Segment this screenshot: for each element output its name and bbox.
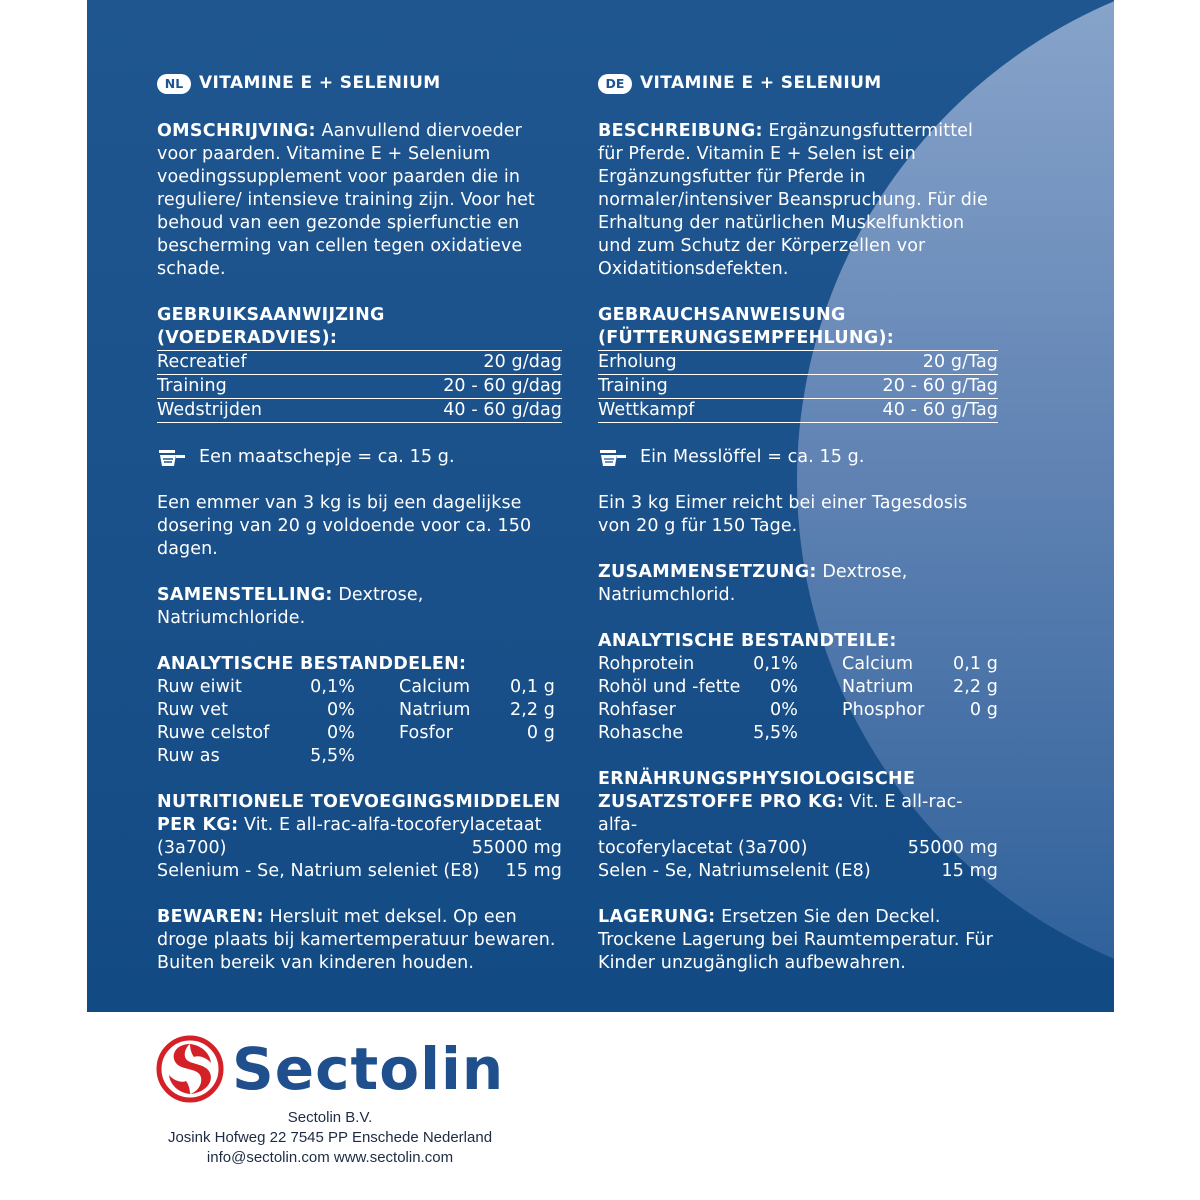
storage-text: Ersetzen Sie den Deckel. Trockene Lagerung bei Raumtemperatur. Für Kinder unzugänglich aufbewahren. — [598, 907, 993, 973]
table-row: Training 20 - 60 g/dag — [157, 375, 562, 399]
feeding-table-de — [598, 351, 998, 423]
scoop-icon — [598, 448, 628, 468]
table-row: Wedstrijden 40 - 60 g/dag — [157, 399, 562, 423]
analysis-table-nl — [157, 676, 555, 768]
description-de — [598, 120, 998, 281]
table-row: Rohprotein 0,1% Calcium 0,1 g — [598, 654, 998, 674]
product-title-de: VITAMINE E + SELENIUM — [640, 73, 882, 93]
header-nl — [157, 72, 562, 95]
storage-label: BEWAREN: — [157, 907, 264, 927]
additives-amount: 55000 mg — [471, 838, 562, 858]
analysis-title: ANALYTISCHE BESTANDTEILE: — [598, 631, 897, 651]
company-name: Sectolin B.V. — [287, 1109, 373, 1126]
additives-amount: 15 mg — [505, 861, 562, 881]
composition-label: SAMENSTELLING: — [157, 585, 333, 605]
storage-label: LAGERUNG: — [598, 907, 716, 927]
scoop-icon — [157, 448, 187, 468]
additives-line: tocoferylacetat (3a700) — [598, 838, 808, 858]
description-label: OMSCHRIJVING: — [157, 121, 316, 141]
additives-title: NUTRITIONELE TOEVOEGINGSMIDDELEN — [157, 792, 561, 812]
additives-title: ERNÄHRUNGSPHYSIOLOGISCHE — [598, 769, 916, 789]
additives-line: Vit. E all-rac-alfa- — [598, 792, 963, 835]
description-text: Ergänzungsfuttermittel für Pferde. Vitamin E + Selen ist ein Ergänzungsfutter für Pferde in normaler/intensiver Beanspruchung. Für die Erhaltung der natürlichen Muskelfunktion und zum Schutz der Körperzellen vor Oxidatitionsdefekten. — [598, 121, 988, 279]
composition-text: Dextrose, Natriumchloride. — [157, 585, 424, 628]
storage-de — [598, 906, 998, 975]
additives-line: (3a700) — [157, 838, 227, 858]
header-de — [598, 72, 998, 95]
sectolin-logo-icon — [156, 1035, 224, 1103]
table-row: Ruw eiwit 0,1% Calcium 0,1 g — [157, 677, 555, 697]
usage-title: (FÜTTERUNGSEMPFEHLUNG): — [598, 327, 998, 351]
composition-de — [598, 561, 998, 607]
column-de — [598, 70, 998, 975]
analysis-table-de — [598, 653, 998, 745]
table-row: Ruw vet 0% Natrium 2,2 g — [157, 700, 555, 720]
language-badge-nl: NL — [157, 74, 191, 94]
analysis-nl — [157, 653, 562, 768]
bucket-text-nl: Een emmer van 3 kg is bij een dagelijkse dosering van 20 g voldoende voor ca. 150 dagen. — [157, 493, 532, 559]
additives-line: Selen - Se, Natriumselenit (E8) — [598, 861, 871, 881]
analysis-de — [598, 630, 998, 745]
usage-title: GEBRUIKSAANWIJZING (VOEDERADVIES): — [157, 304, 562, 351]
additives-de — [598, 768, 998, 883]
analysis-title: ANALYTISCHE BESTANDDELEN: — [157, 654, 467, 674]
brand-logo — [156, 1034, 504, 1104]
composition-label: ZUSAMMENSETZUNG: — [598, 562, 817, 582]
composition-text: Dextrose, Natriumchlorid. — [598, 562, 908, 605]
additives-amount: 55000 mg — [907, 838, 998, 858]
table-row: Recreatief 20 g/dag — [157, 351, 562, 375]
table-row: Training 20 - 60 g/Tag — [598, 375, 998, 399]
column-nl — [157, 70, 562, 975]
company-address — [130, 1108, 530, 1168]
table-row: Rohfaser 0% Phosphor 0 g — [598, 700, 998, 720]
description-text: Aanvullend diervoeder voor paarden. Vitamine E + Selenium voedingssupplement voor paarden die in reguliere/ intensieve training zijn. Voor het behoud van een gezonde spierfunctie en bescherming van cellen tegen oxidatieve schade. — [157, 121, 535, 279]
table-row: Ruwe celstof 0% Fosfor 0 g — [157, 723, 555, 743]
storage-text: Hersluit met deksel. Op een droge plaats bij kamertemperatuur bewaren. Buiten bereik van kinderen houden. — [157, 907, 556, 973]
contact-line: info@sectolin.com www.sectolin.com — [206, 1149, 454, 1166]
usage-title: GEBRAUCHSANWEISUNG — [598, 305, 846, 325]
additives-nl — [157, 791, 562, 883]
language-badge-de: DE — [598, 74, 632, 94]
usage-de — [598, 304, 998, 423]
address-line: Josink Hofweg 22 7545 PP Enschede Nederland — [167, 1129, 493, 1146]
scoop-line-de — [598, 446, 998, 469]
table-row: Erholung 20 g/Tag — [598, 351, 998, 375]
storage-nl — [157, 906, 562, 975]
additives-label: PER KG: — [157, 815, 239, 835]
table-row: Rohasche 5,5% — [598, 723, 798, 743]
composition-nl — [157, 584, 562, 630]
description-label: BESCHREIBUNG: — [598, 121, 763, 141]
table-row: Ruw as 5,5% — [157, 746, 355, 766]
product-title-nl: VITAMINE E + SELENIUM — [199, 73, 441, 93]
additives-amount: 15 mg — [941, 861, 998, 881]
feeding-table-nl — [157, 351, 562, 423]
additives-line: Selenium - Se, Natrium seleniet (E8) — [157, 861, 480, 881]
bucket-text-de: Ein 3 kg Eimer reicht bei einer Tagesdosis von 20 g für 150 Tage. — [598, 493, 968, 536]
additives-line: Vit. E all-rac-alfa-tocoferylacetaat — [238, 815, 542, 835]
description-nl — [157, 120, 562, 281]
scoop-text: Ein Messlöffel = ca. 15 g. — [640, 447, 865, 467]
brand-name: Sectolin — [232, 1035, 505, 1103]
usage-nl — [157, 304, 562, 423]
table-row: Rohöl und -fette 0% Natrium 2,2 g — [598, 677, 998, 697]
scoop-line-nl — [157, 446, 562, 469]
additives-label: ZUSATZSTOFFE PRO KG: — [598, 792, 844, 812]
label-panel — [87, 0, 1114, 1012]
scoop-text: Een maatschepje = ca. 15 g. — [199, 447, 455, 467]
table-row: Wettkampf 40 - 60 g/Tag — [598, 399, 998, 423]
